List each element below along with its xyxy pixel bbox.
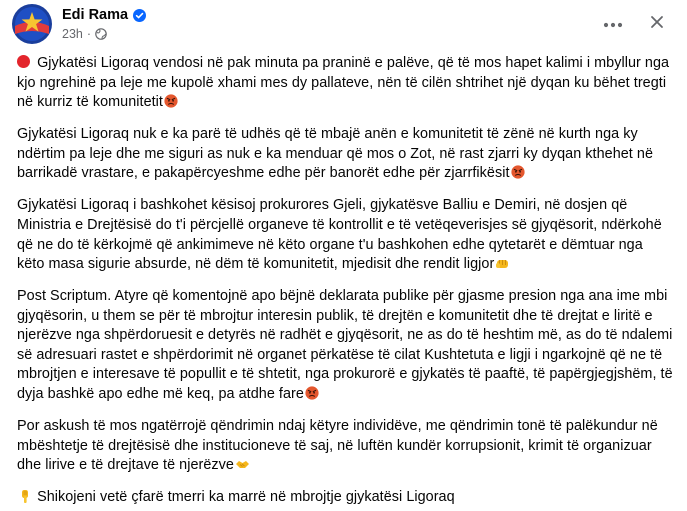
post-text-3: Gjykatësi Ligoraq i bashkohet kësisoj prokurores Gjeli, gjykatësve Balliu e Demiri, në dosjen që Ministria e Drejtësisë do t'i përcjellë organeve të kontrollit e të vetëqeverisjes së gjyqësorit, ndërkohë që ne do të kërkojmë që ankimimeve në këto organe t'u bashkohen edhe qytetarët e dëmtuar nga këto masa sigurie absurde, në dëm të komunitetit, mjedisit dhe rendit ligjor xyxy=(17,197,662,273)
avatar[interactable] xyxy=(12,4,52,44)
angry-face-emoji xyxy=(305,386,319,400)
post-paragraph-4 xyxy=(17,287,673,405)
post-paragraph-3 xyxy=(17,196,673,274)
post-text-5: Por askush të mos ngatërrojë qëndrimin ndaj këtyre individëve, me qëndrimin tonë të palëkundur në mbështetje të drejtësisë dhe institucioneve të saj, në luftën kundër korrupsionit, krimit të organizuar dhe lirive e të drejtave të njerëzve xyxy=(17,418,658,474)
post-text-6: Shikojeni vetë çfarë tmerri ka marrë në mbrojtje gjykatësi Ligoraq xyxy=(37,489,455,506)
close-button[interactable] xyxy=(643,10,671,38)
post-body xyxy=(17,54,673,508)
post-text-2: Gjykatësi Ligoraq nuk e ka parë të udhës që të mbajë anën e komunitetit të zënë në kurth nga ky ndërtim pa leje dhe me siguri as nuk e ka menduar që mos o Zot, në rast zjarri ky dyqan kthehet në barrikadë vrastare, e pakapërcyeshme edhe për banorët edhe për zjarrfikësit xyxy=(17,126,654,182)
author-name[interactable]: Edi Rama xyxy=(62,7,129,23)
pointing-down-emoji xyxy=(18,489,33,504)
post-paragraph-5 xyxy=(17,417,673,476)
more-options-icon xyxy=(603,15,623,33)
post-text-4: Post Scriptum. Atyre që komentojnë apo bëjnë deklarata publike për gjasme presion nga ana ime mbi gjyqësorin, u them se për të mbrojtur interesin publik, të drejtën e komunitetit dhe të drejtat e liritë e njerëzve nga shpërdoruesit e detyrës në radhët e gjyqësorit, ne as do të heshtim më, as do të ndalemi së adresuari rastet e shpërdorimit në organet përkatëse të cilat Kushtetuta e ligji i ngarkojnë që ne të mbrojtjen e interesave të popullit e të shtetit, nga prokurorë e gjykatës të paaftë, të papërgjegjshëm, të dyja bashkë apo edhe më keq, pa atdhe fare xyxy=(17,288,673,403)
more-options-button[interactable] xyxy=(599,10,627,38)
angry-face-emoji xyxy=(511,165,525,179)
post-paragraph-1 xyxy=(17,54,673,113)
post-text-1: Gjykatësi Ligoraq vendosi në pak minuta pa praninë e palëve, që të mos hapet kalimi i mbyllur nga kjo ngrehinë pa leje me kupolë xhami mes dy pallateve, nën të cilën shtrihet një dyqan ku bëhet tregti në kurriz të komunitetit xyxy=(17,55,670,111)
red-circle-emoji xyxy=(17,55,30,68)
meta-separator: · xyxy=(86,27,92,41)
close-icon xyxy=(650,15,664,34)
verified-badge-icon xyxy=(133,9,146,22)
post-paragraph-2 xyxy=(17,125,673,184)
oncoming-fist-emoji xyxy=(495,256,510,271)
angry-face-emoji xyxy=(164,94,178,108)
handshake-emoji xyxy=(235,457,250,472)
author-block xyxy=(62,6,146,41)
post-meta xyxy=(62,27,146,41)
post-time[interactable]: 23h xyxy=(62,27,83,41)
post-header xyxy=(12,4,687,48)
post-paragraph-6 xyxy=(17,488,673,508)
globe-icon[interactable] xyxy=(95,28,107,40)
